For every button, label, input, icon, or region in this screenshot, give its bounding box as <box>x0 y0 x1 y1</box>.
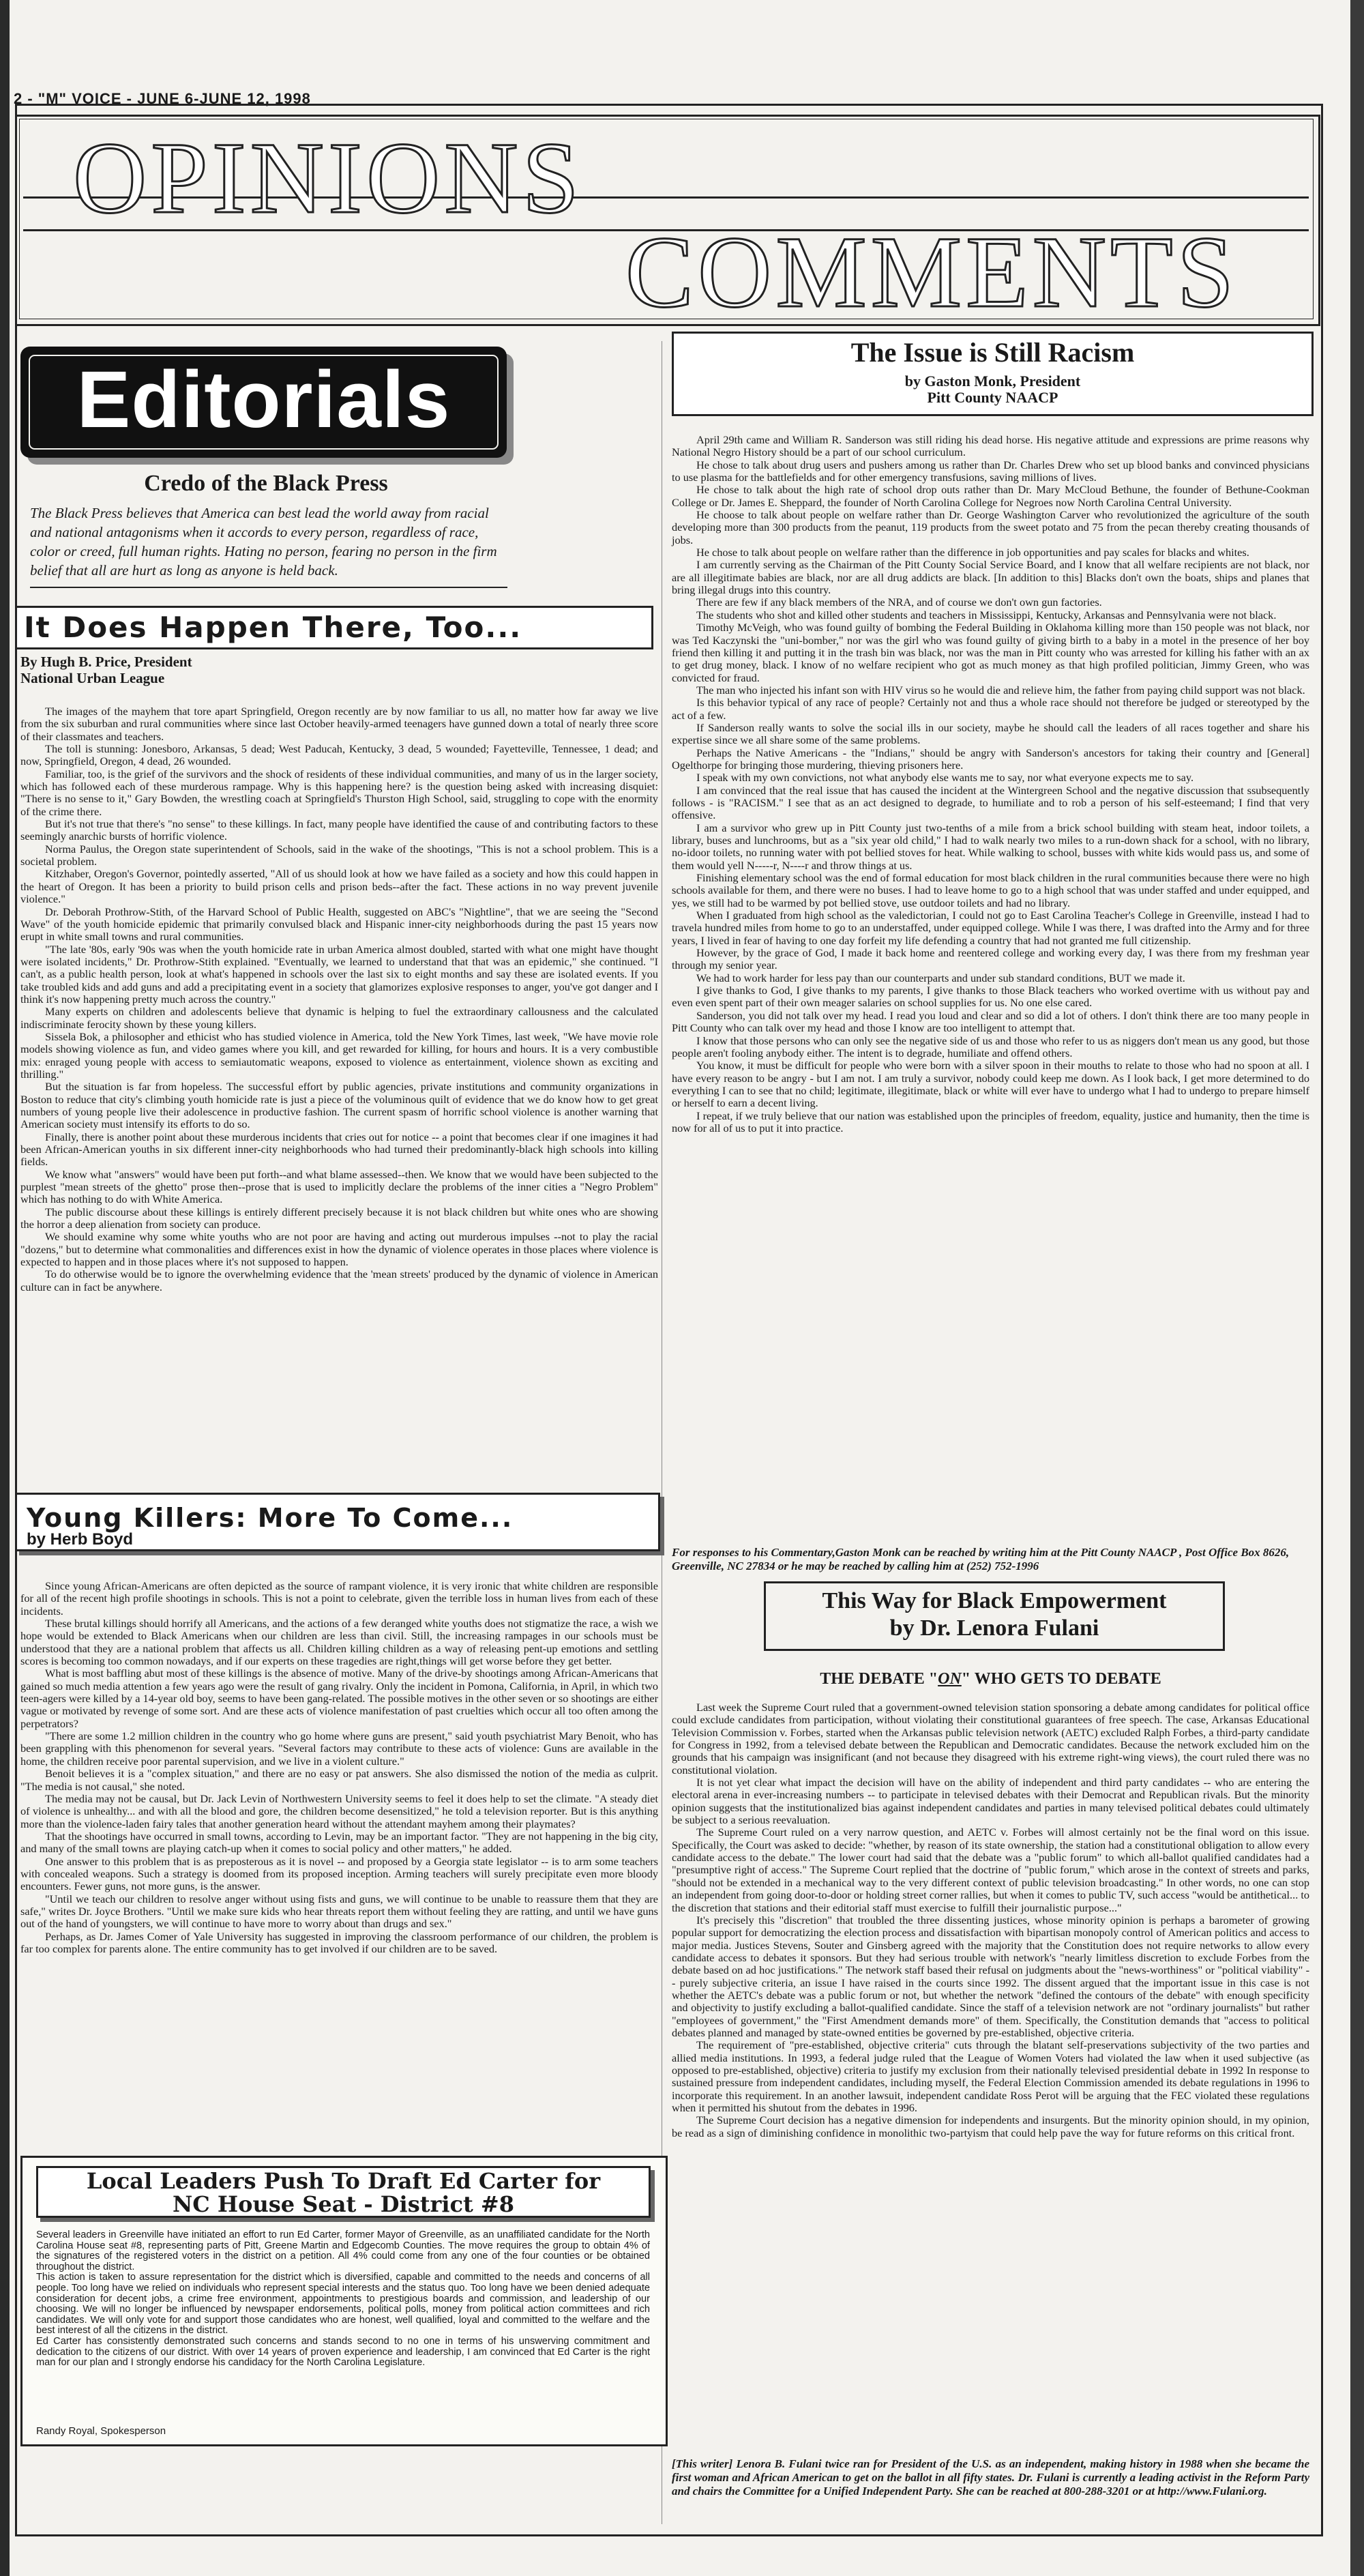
paragraph: Sissela Bok, a philosopher and ethicist who has studied violence in America, told the New York Times, last week, "We have movie role models showing violence as fun, and video games where you kill, and get rewarded for killing, for hours and hours. It is a very combustible mix: enraged young people with access to semiautomatic weapons, exposed to violence as entertainment, violence shown as exciting and thrilling." <box>20 1029 658 1081</box>
credo-title: Credo of the Black Press <box>144 471 388 496</box>
paragraph: Norma Paulus, the Oregon state superintendent of Schools, said in the wake of the shootings, "This is not a school problem. This is a societal problem. <box>20 842 658 868</box>
paragraph: Benoit believes it is a "complex situation," and there are no easy or pat answers. She also dismissed the notion of the media as culprit. "The media is not causal," she noted. <box>20 1767 658 1793</box>
article1-headline: It Does Happen There, Too... <box>24 611 522 644</box>
paragraph: Is this behavior typical of any race of people? Certainly not and thus a whole race should not therefore be judged or stereotyped by the act of a few. <box>672 696 1309 722</box>
paragraph: We had to work harder for less pay than our counterparts and under sub standard conditions, BUT we made it. <box>696 971 1185 984</box>
article5-footer: [This writer] Lenora B. Fulani twice ran for President of the U.S. as an independent, making history in 1988 when she became the first woman and African American to get on the ballot in all fifty states. Dr. Fulani is currently a leading activist in the Reform Party and chairs the Committee for a Unified Independent Party. She can be reached at 800-288-3201 or at http://www.Fulani.org. <box>672 2457 1309 2498</box>
paragraph: Since young African-Americans are often depicted as the source of rampant violence, it is very ironic that white children are responsible for all of the recent high profile shootings in schools. This is not a point to celebrate, given the terrible loss in human lives from each of these incidents. <box>20 1579 658 1618</box>
paragraph: I am currently serving as the Chairman of the Pitt County Social Service Board, and I know that all welfare recipients are not black, nor are all illegitimate babies are black, nor are all drug addicts are black. [In addition to this] Blacks don't own the boats, ships and planes that bring illegal drugs into this country. <box>672 558 1309 597</box>
page-edge-left <box>0 0 10 2576</box>
paragraph: I speak with my own convictions, not what anybody else wants me to say, nor what everyone expects me to say. <box>696 771 1194 785</box>
article4-body <box>672 434 1309 1135</box>
article4-footer: For responses to his Commentary,Gaston Monk can be reached by writing him at the Pitt County NAACP , Post Office Box 8626, Greenville, NC 27834 or he may be reached by calling him at (252) 752-1996 <box>672 1546 1290 1572</box>
paragraph: It is not yet clear what impact the decision will have on the ability of independent and third party candidates -- who are entering the electoral arena in ever-increasing numbers -- to participate in televised debates with their Democrat and Republican rivals. But the minority opinion suggests that the institutionalized bias against independent candidates and parties in many televised political debates could ultimately be subject to a serious reevaluation. <box>672 1776 1309 1827</box>
article3-headline-box <box>36 2166 651 2218</box>
article3-body: Several leaders in Greenville have initiated an effort to run Ed Carter, former Mayor of Greenville, as an unaffiliated candidate for the North Carolina House seat #8, representing parts of Pitt, Greene Martin and Edgecomb Counties. The move requires the group to obtain 4% of the signatures of the registered voters in the district on a petition. All 4% could come from any one of the four counties or be obtained throughout the district. This action is taken to assure representation for the district which is diversified, capable and committed to the needs and concerns of all people. Too long have we relied on individuals who represent special interests and the status quo. Too long have we been denied adequate consideration for decent jobs, a crime free environment, appointments to prestigious boards and commission, and leadership of our choosing. We will no longer be influenced by newspaper endorsements, political polls, money from political action committees and rich candidates. We will only vote for and support those candidates who are honest, well qualified, loyal and committed to the welfare and the best interest of all the citizens in the district. Ed Carter has consistently demonstrated such concerns and stands second to no one in terms of his unswerving commitment and dedication to the citizens of our district. With over 14 years of proven experience and leadership, I am convinced that Ed Carter is the right man for our plan and I strongly endorse his candidacy for the North Carolina Legislature. <box>36 2229 650 2369</box>
paragraph: Kitzhaber, Oregon's Governor, pointedly asserted, "All of us should look at how we have failed as a society and how this could happen in the heart of Oregon. It has been a priority to build prison cells and prison beds--after the fact. These actions in no way prevent juvenile violence." <box>20 867 658 906</box>
paragraph: I am convinced that the real issue that has caused the incident at the Wintergreen School and the negative discussion that ssubsequently follows - is "RACISM." I see that as an act designed to degrade, to humiliate and to rob a person of his self-esteemand; I find that very offensive. <box>672 783 1309 822</box>
paragraph: We should examine why some white youths who are not poor are having and acting out murderous impulses --not to play the racial "dozens," but to determine what commonalities and differences exist in how the dynamic of violence operates in those places where violence is expected to happen and in those places where it's not supposed to happen. <box>20 1230 658 1269</box>
paragraph: I know that those persons who can only see the negative side of us and those who refer to us as niggers don't mean us any good, but those people aren't fooling anybody either. The intent is to degrade, humiliate and offend others. <box>672 1034 1309 1059</box>
paragraph: Finishing elementary school was the end of formal education for most black children in the rural communities because there were no high schools available for them, and there were no buses. I had to leave home to go to a high school that was under staffed and under equipped, and yes, we still had to be warmed by pot bellied stove, use outdoor toilets and had no library. <box>672 871 1309 909</box>
credo-text: The Black Press believes that America can best lead the world away from racial and national antagonisms when it accords to every person, regardless of race, color or creed, full human rights. Hating no person, fearing no person in the firm belief that all are hurt as long as anyone is held back. <box>30 505 497 579</box>
paragraph: But the situation is far from hopeless. The successful effort by public agencies, private institutions and community organizations in Boston to reduce that city's climbing youth homicide rate is just a piece of the voluminous quilt of evidence that we do know how to get great numbers of young people live their adolescence in productive fashion. The current spasm of horrific school violence is another warning that American society must intensify its efforts to do so. <box>20 1080 658 1131</box>
article2-headline-box <box>15 1493 660 1551</box>
article4-headline-box <box>672 332 1314 416</box>
paragraph: Finally, there is another point about these murderous incidents that cries out for notice -- a point that becomes clear if one imagines it had been African-American youths in six different inner-city neighborhoods who had turned their predominantly-black high schools into killing fields. <box>20 1130 658 1169</box>
paragraph: Last week the Supreme Court ruled that a government-owned television station sponsoring a debate among candidates for political office could exclude candidates from participation, without violating their constitutional guarantees of free speech. The case, Arkansas Educational Television Commission v. Forbes, started when the Arkansas public television network (AETC) excluded Ralph Forbes, a third-party candidate for Congress in 1992, from a televised debate between the Republican and Democratic candidates. Because the network excluded him on the grounds that his campaign was insignificant (and not because they disagreed with his extreme right-wing views), the court ruled there was no constitutional violation. <box>672 1701 1309 1776</box>
paragraph: Dr. Deborah Prothrow-Stith, of the Harvard School of Public Health, suggested on ABC's "Nightline", that we are seeing the "Second Wave" of the youth homicide epidemic that primarily convulsed black and Hispanic inner-city neighborhoods during the past 15 years now erupt in white small towns and rural communities. <box>20 905 658 943</box>
article1-headline-box <box>15 606 653 649</box>
paragraph: He chose to talk about the high rate of school drop outs rather than Dr. Mary McCloud Bethune, the founder of Bethune-Cookman College or Dr. James E. Sheppard, the founder of North Carolina College for Negroes now North Carolina Central University. <box>672 483 1309 509</box>
paragraph: But it's not true that there's "no sense" to these killings. In fact, many people have identified the cause of and contributing factors to these seemingly anarchic bursts of horrific violence. <box>20 817 658 843</box>
paragraph: The media may not be causal, but Dr. Jack Levin of Northwestern University seems to feel it does help to set the climate. "A steady diet of violence is unhealthy... and with all the blood and gore, the children become desensitized," he told a television reporter. But is this anything more than the violence-laden fairy tales that another generation heard without the attendant mayhem among their playmates? <box>20 1791 658 1830</box>
article4-headline: The Issue is Still Racism <box>850 337 1135 368</box>
paragraph: These brutal killings should horrify all Americans, and the actions of a few deranged white youths does not stigmatize the race, a wish we hope would be extended to Black Americans when our children are less than civil. Still, the increasing rampages in our schools must be understood that they are a national problem that affects us all. Children killing children as a way of releasing pent-up emotions and settling scores is becoming too common nowadays, and if our experts on these tragedies are right,things will get worse before they get better. <box>20 1617 658 1668</box>
article5-subhead: THE DEBATE "ON" WHO GETS TO DEBATE <box>820 1670 1161 1688</box>
paragraph: He chose to talk about people on welfare rather than the difference in job opportunities and pay scales for blacks and whites. <box>696 546 1249 559</box>
paragraph: To do otherwise would be to ignore the overwhelming evidence that the 'mean streets' produced by the dynamic of violence in American culture can in fact be anywhere. <box>20 1268 658 1293</box>
paragraph: Timothy McVeigh, who was found guilty of bombing the Federal Building in Oklahoma killing more than 150 people was not black, nor was Ted Kaczynski the "uni-bomber," nor was the girl who was found guilty of giving birth to a baby in a motel in the presence of her boy friend then killing it and putting it in the trash bin was black, nor was the man in Pitt county who was arrested for killing his father with an ax to get drug money, black. I know of no welfare recipient who got as much money as that high profiled politician, Jimmy Green, who was convicted for fraud. <box>672 621 1309 684</box>
paragraph: "Until we teach our children to resolve anger without using fists and guns, we will continue to be unable to reassure them that they are safe," writes Dr. Joyce Brothers. "Until we make sure kids who hear threats report them without feeling they are ratting, and until we have guns out of the hand of youngsters, we will continue to have more to worry about than drugs and sex." <box>20 1892 658 1931</box>
paragraph: The Supreme Court ruled on a very narrow question, and AETC v. Forbes will almost certainly not be the final word on this issue. Specifically, the Court was asked to decide: "whether, by reason of its state ownership, the station had a constitutional obligation to allow every candidate access to the debate." The lower court had said that the debate was a "public forum" to which all-ballot qualified candidates had a "presumptive right of access." The Supreme Court replied that the doctrine of "public forum," which arose in the context of streets and parks, "should not be extended in a mechanical way to the very different context of public television broadcasting." In other words, no one can stop an independent from going door-to-door or holding street corner rallies, but when it comes to public TV, such access "would be antithetical... to the discretion that stations and their editorial staff must exercise to fulfill their journalistic purpose..." <box>672 1826 1309 1914</box>
paragraph: That the shootings have occurred in small towns, according to Levin, may be an important factor. "They are not happening in the big city, and many of the small towns are playing catch-up when it comes to social policy and other matters," he added. <box>20 1829 658 1856</box>
paragraph: The toll is stunning: Jonesboro, Arkansas, 5 dead; West Paducah, Kentucky, 3 dead, 5 wounded; Fayetteville, Tennessee, 1 dead; and now, Springfield, Oregon, 4 dead, 26 wounded. <box>20 742 658 768</box>
paragraph: However, by the grace of God, I made it back home and reentered college and working every day, I was there from my freshman year through my senior year. <box>672 946 1309 972</box>
paragraph: The public discourse about these killings is entirely different precisely because it is not black children but white ones who are showing the horror a deep alienation from society can produce. <box>20 1205 658 1231</box>
article3-box <box>20 2156 668 2446</box>
paragraph: Many experts on children and adolescents believe that dynamic is helping to fuel the extraordinary callousness and the calculated indiscriminate ferocity shown by these young killers. <box>20 1005 658 1031</box>
paragraph: What is most baffling abut most of these killings is the absence of motive. Many of the drive-by shootings among African-Americans that gained so much media attention a few years ago were the result of gang rivalry. Only the incident in Pomona, California, in April, in which two teen-agers were killed by a 14-year old boy, seems to have been gang-related. The possible motives in the other seven or so shootings are either vague or motivated by revenge of some sort. And are these acts of violence manifestation of past cruelties which occur all too often among the perpetrators? <box>20 1667 658 1730</box>
editorials-banner <box>20 347 507 458</box>
article3-headline-line1: Local Leaders Push To Draft Ed Carter for <box>86 2168 601 2194</box>
article1-body <box>20 705 658 1293</box>
article3-headline-line2: NC House Seat - District #8 <box>173 2191 514 2217</box>
paragraph: Perhaps, as Dr. James Comer of Yale University has suggested in improving the classroom performance of our children, the problem is far too complex for parents alone. The entire community has to get involved if our children are to be saved. <box>20 1929 658 1955</box>
article4-byline-org: Pitt County NAACP <box>927 389 1058 406</box>
article5-byline: by Dr. Lenora Fulani <box>889 1615 1099 1641</box>
paragraph: The man who injected his infant son with HIV virus so he would die and relieve him, the father from paying child support was not black. <box>696 683 1305 697</box>
credo-divider <box>30 587 507 588</box>
page-edge-right <box>1350 0 1364 2576</box>
paragraph: The images of the mayhem that tore apart Springfield, Oregon recently are by now familiar to us all, no matter how far away we live from the six suburban and rural communities where since last October heavily-armed teenagers have gunned down a total of nearly three score of their classmates and teachers. <box>20 705 658 743</box>
paragraph: Perhaps the Native Americans - the "Indians," should be angry with Sanderson's ancestors for taking their country and [General] Ogelthorpe for bringing those murdering, thieving prisoners here. <box>672 746 1309 772</box>
paragraph: We know what "answers" would have been put forth--and what blame assessed--then. We know that we would have been subjected to the purplest "mean streets of the ghetto" prose then--prose that is used to implicitly declare the problems of the inner cities a "Negro Problem" which has nothing to do with White America. <box>20 1167 658 1206</box>
paragraph: I give thanks to God, I give thanks to my parents, I give thanks to those Black teachers who worked overtime with us without pay and even even spent part of their own meager salaries on school supplies for us. No one else cared. <box>672 984 1309 1010</box>
paragraph: The Supreme Court decision has a negative dimension for independents and insurgents. But the minority opinion should, in my opinion, be read as a sign of diminishing confidence in monolithic two-partyism that could help pave the way for future reforms on this critical front. <box>672 2113 1309 2139</box>
paragraph: There are few if any black members of the NRA, and of course we don't own gun factories. <box>696 596 1102 609</box>
masthead-comments: COMMENTS <box>625 216 1239 329</box>
paragraph: The students who shot and killed other students and teachers in Mississippi, Kentucky, Arkansas and Pennsylvania were not black. <box>696 608 1277 621</box>
folio-line: 2 - "M" VOICE - JUNE 6-JUNE 12, 1998 <box>14 90 311 107</box>
masthead-opinions: OPINIONS <box>73 121 584 235</box>
paragraph: You know, it must be difficult for people who were born with a silver spoon in their mouths to relate to those who had no spoon at all. I have every reason to be angry - but I am not. I am truly a survivor, nobody could keep me down. As I look back, I get more determined to do everything I can to see that no child; legitimate, illegitimate, black or white will ever have to undergo what I had to undergo to prepare himself or herself to earn a decent living. <box>672 1059 1309 1110</box>
article2-byline: by Herb Boyd <box>27 1530 134 1549</box>
paragraph: The requirement of "pre-established, objective criteria" cuts through the blatant self-preservations subjectivity of the two parties and allied media institutions. In 1993, a federal judge ruled that the League of Women Voters had violated the law when it used subjective (as opposed to pre-established, objective) criteria to justify my exclusion from their nationally televised presidential debate in 1992 In response to sustained pressure from independent candidates, including myself, the Federal Election Commission amended its debate regulations in 1996 to incorporate this requirement. In an another lawsuit, independent candidate Ross Perot will be arguing that the FEC violated these regulations when it permitted his shutout from the debates in 1996. <box>672 2038 1309 2114</box>
article5-headline-box <box>764 1581 1225 1651</box>
paragraph: Familiar, too, is the grief of the survivors and the shock of residents of these individual communities, and many of us in the larger society, which has followed each of these murderous rampage. Why is this happening here? is the question being asked with increasing disquiet: "There is no sense to it," Gary Bowden, the wrestling coach at Springfield's Thurston High School, said, struggling to cope with the enormity of the crime there. <box>20 767 658 818</box>
paragraph: April 29th came and William R. Sanderson was still riding his dead horse. His negative attitude and expressions are prime reasons why National Negro History should be a part of our school curriculum. <box>672 433 1309 459</box>
paragraph: He choose to talk about people on welfare rather than Dr. George Washington Carver who revolutionized the agriculture of the south developing more than 300 products from the peanut, 119 products from the sweet potato and 75 from the pecan thereby creating thousands of jobs. <box>672 508 1309 546</box>
paragraph: It's precisely this "discretion" that troubled the three dissenting justices, whose minority opinion is perhaps a barometer of growing popular support for democratizing the election process and dissatisfaction with bipartisan monopoly control of American politics and access to major media. Justices Stevens, Souter and Ginsberg agreed with the majority that the Constitution does not require networks to allow every candidate access to debates it sponsors. But they had serious trouble with network's "nearly limitless discretion to exclude Forbes from the debate based on ad hoc justifications." The network staff based their refusal on judgments about the "news-worthiness" or "political viability" -- purely subjective criteria, an issue I have raised in the courts since 1992. The dissent argued that the important issue in this case is not whether the AETC's debate was a public forum or not, but whether the network "defined the contours of the debate" with enough specificity and objectivity to justify excluding a ballot-qualified candidate. Since the staff of a television network are not "ordinary journalists" but rather "employees of government," the "First Amendment demands more" of them. Specifically, the Constitution demands that "access to political debates planned and managed by state-owned entities be governed by pre-established, objective criteria. <box>672 1913 1309 2039</box>
paragraph: I am a survivor who grew up in Pitt County just two-tenths of a mile from a brick school building with steam heat, indoor toilets, a library, buses and lunchrooms, but as a "six year old child," I had to walk nearly two miles to a run-down shack for a school, with no library, no-idoor toilets, no running water with pot bellied stoves for heat. While walking to school, busses with white kids would pass us, and some of them would yell N-----r, N----r and throw things at us. <box>672 821 1309 872</box>
article5-body <box>672 1701 1309 2139</box>
paragraph: Sanderson, you did not talk over my head. I read you loud and clear and so did a lot of others. I don't think there are too many people in Pitt County who can talk over my head and those I know are too intelligent to attempt that. <box>672 1008 1309 1035</box>
editorials-banner-text: Editorials <box>76 355 451 445</box>
article2-headline: Young Killers: More To Come... <box>27 1503 514 1533</box>
article2-body <box>20 1580 658 1955</box>
article5-headline: This Way for Black Empowerment <box>822 1588 1167 1613</box>
masthead <box>15 115 1319 329</box>
paragraph: "There are some 1.2 million children in the country who go home where guns are present," said youth psychiatrist Mary Benoit, who has been grappling with this phenomenon for several years. "Several factors may contribute to these acts of violence: Guns are available in the home, the children receive poor parental supervision, and we live in a violent culture." <box>20 1729 658 1768</box>
paragraph: When I graduated from high school as the valedictorian, I could not go to East Carolina Teacher's College in Greenville, instead I had to travela hundred miles from home to go to an understaffed, under equipped college. While I was there, I was drafted into the Army and for three years, I lived in fear of having to one day forfeit my life defending a country that had not granted me full citizenship. <box>672 909 1309 947</box>
paragraph: He chose to talk about drug users and pushers among us rather than Dr. Charles Drew who set up blood banks and convinced physicians to use plasma for the battlefields and for other emergency transfusions, saving millions of lives. <box>672 458 1309 484</box>
paragraph: I repeat, if we truly believe that our nation was established upon the principles of freedom, equality, justice and humanity, then the time is now for all of us to put it into practice. <box>672 1109 1309 1135</box>
paragraph: If Sanderson really wants to solve the social ills in our society, maybe he should call the leaders of all races together and share his expertise since we all share some of the same problems. <box>672 720 1309 747</box>
article4-byline: by Gaston Monk, President <box>904 372 1081 390</box>
paragraph: One answer to this problem that is as preposterous as it is novel -- and proposed by a Georgia state legislator -- is to arm some teachers with concealed weapons. Such a strategy is doomed from its proposed inception. Arming teachers will surely precipitate even more bloody encounters. Fewer guns, not more guns, is the answer. <box>20 1854 658 1893</box>
article1-byline: By Hugh B. Price, President National Urban League <box>20 654 192 686</box>
article3-signature: Randy Royal, Spokesperson <box>36 2425 166 2437</box>
paragraph: "The late '80s, early '90s was when the youth homicide rate in urban America almost doubled, started with what one might have thought were isolated incidents," Dr. Prothrow-Stith explained. "Eventually, we learned to understand that that was an epidemic," she continued. "I can't, as a public health person, look at what's happened in schools over the last six to eight months and say these are isolated events. If you take troubled kids and add guns and add a precipitating event in a society that glamorizes explosive responses to anger, you've got danger and I think it's now happening pretty much across the country." <box>20 942 658 1006</box>
